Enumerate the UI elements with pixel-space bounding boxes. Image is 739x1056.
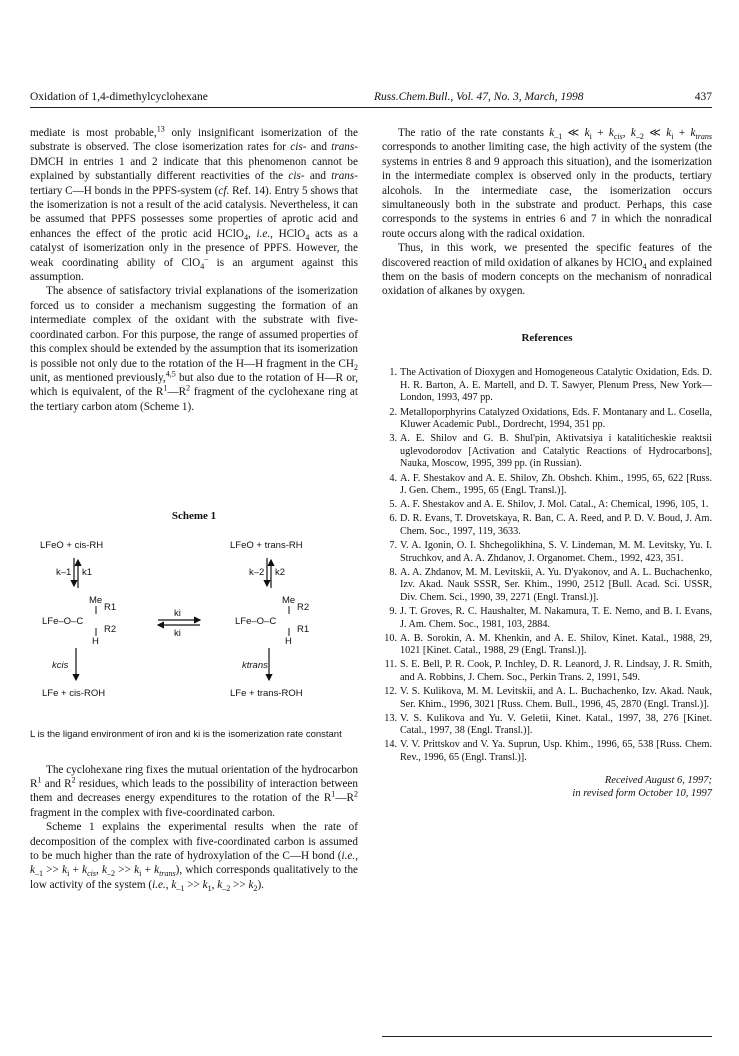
references-list bbox=[382, 367, 712, 764]
body-paragraph: mediate is most probable,$^{13}$ only insignificant isomerization of the substrate is observed. The close isomerization rates for cis- and trans-DMCH in entries 1 and 2 indicate that this phenomenon cannot be explained by substantially different reactivities of the cis- and trans-tertiary C—H bonds in the PPFS-system (cf. Ref. 14). Entry 5 shows that the isomerization is not a result of the acid catalysis. Nevertheless, it can be assumed that PPFS possesses some properties of aprotic acid and enhances the effect of the protic acid HClO$_4$, i.e., HClO$_4$ acts as a catalyst of isomerization only in the presence of PPFS. However, the weak coordinating ability of ClO$_4$– is an argument against this assumption. bbox=[30, 124, 359, 284]
reference-item: 14. V. V. Prittskov and V. Ya. Suprun, Usp. Khim., 1996, 65, 538 [Russ. Chem. Rev., 1996, 65 (Engl. Transl.)]. bbox=[384, 739, 712, 763]
reference-item: 5. A. F. Shestakov and A. E. Shilov, J. Mol. Catal., A: Chemical, 1996, 105, 1. bbox=[389, 499, 709, 511]
body-paragraph: The absence of satisfactory trivial explanations of the isomerization forced us to consider a mechanism suggesting the formation of an intermediate complex of the oxidant with the substrate with five-coordinated carbon. For this purpose, the range of assumed properties of this complex should be extended by the assumption that its isomerization is possible not only due to the rotation of the H—H fragment in the $CH_2$ unit, as mentioned previously,$^{4,5}$ but also due to the rotation of H—R or, which is equivalent, of the $R^1—R^2$ fragment of the cyclohexane ring at the tertiary carbon atom (Scheme 1). bbox=[30, 285, 359, 413]
body-paragraph: The cyclohexane ring fixes the mutual orientation of the hydrocarbon $R^1$ and $R^2$ residues, which leads to the possibility of interaction between them and decreases energy expenditures to the rotation of the $R^1—R^2$ fragment in the complex with five-coordinated carbon. bbox=[30, 763, 358, 819]
running-head-title: Oxidation of 1,4-dimethylcyclohexane bbox=[30, 91, 208, 103]
reaction-scheme bbox=[30, 538, 358, 713]
rate-k2: k2 bbox=[275, 566, 286, 578]
right-column bbox=[382, 126, 712, 800]
methyl-left: Me bbox=[89, 594, 103, 606]
header-rule bbox=[30, 107, 712, 108]
rate-ki-reverse: ki bbox=[174, 627, 181, 639]
rate-ktrans: ktrans bbox=[242, 659, 268, 671]
reference-item: 12. V. S. Kulikova, M. M. Levitskii, and A. L. Buchachenko, Izv. Akad. Nauk, Ser. Khim., 1996, 3021 [Russ. Chem. Bull., 1996, 45, 2870 (Engl. Transl.)]. bbox=[384, 686, 712, 710]
r1-right: R1 bbox=[297, 623, 310, 635]
received-dates bbox=[382, 774, 712, 800]
methyl-right: Me bbox=[282, 594, 296, 606]
rate-kcis: kcis bbox=[52, 659, 69, 671]
hydrogen-left: H bbox=[92, 635, 99, 647]
complex-right: LFe–O–C bbox=[235, 615, 277, 627]
scheme-bottom-left: LFe + cis-ROH bbox=[42, 687, 106, 699]
rate-ki-forward: ki bbox=[174, 607, 181, 619]
reference-item: 2. Metalloporphyrins Catalyzed Oxidations, Eds. F. Montanary and L. Cosella, Kluwer Academic Publ., Dordrecht, 1994, 351 pp. bbox=[389, 406, 712, 431]
reference-item: 13. V. S. Kulikova and Yu. V. Geletii, Kinet. Katal., 1997, 38, 276 [Kinet. Catal., 1997, 38 (Engl. Transl.)]. bbox=[384, 712, 712, 737]
reference-item: 1. The Activation of Dioxygen and Homogeneous Catalytic Oxidation, Eds. D. H. R. Barton, A. E. Martell, and D. T. Sawyer, Plenum Press, New York—London, 1993, 497 pp. bbox=[389, 367, 712, 404]
reference-item: 7. V. A. Igonin, O. I. Shchegolikhina, S. V. Lindeman, M. M. Levitsky, Yu. I. Struchkov, and A. A. Zhdanov, J. Organomet. Chem., 1992, 423, 351. bbox=[389, 540, 712, 564]
page-number: 437 bbox=[694, 91, 712, 103]
footer-rule bbox=[382, 1036, 712, 1037]
rate-k1: k1 bbox=[82, 566, 93, 578]
rate-k-minus2: k–2 bbox=[249, 566, 265, 578]
complex-left: LFe–O–C bbox=[42, 615, 84, 627]
scheme-top-left: LFeO + cis-RH bbox=[40, 539, 104, 551]
body-paragraph: The ratio of the rate constants $k_{-1}$ ≪ $k_i + k_{cis}$, $k_{-2}$ ≪ $k_i + k_{trans}$ corresponds to another limiting case, the high activity of the system (the systems in entries 8 and 9 approach this situation), and the isomerization in the intermediate complex is observed only in the products, tertiary alcohols. In the intermediate case, the isomerization occurs simultaneously both in the substrate and product. Perhaps, this case corresponds to the systems in entries 6 and 7 in which the nonradical route occurs along with the radical oxidation. bbox=[382, 127, 712, 240]
references-title: References bbox=[521, 331, 573, 344]
running-head bbox=[30, 88, 712, 106]
reference-item: 8. A. A. Zhdanov, M. M. Levitskii, A. Yu. D'yakonov, and A. L. Buchachenko, Izv. Akad. Nauk SSSR, Ser. Khim., 1990, 2512 [Bull. Acad. Sci. USSR, Div. Chem. Sci., 1990, 39, 2271 (Engl. Transl.)]. bbox=[389, 566, 712, 603]
reference-item: 6. D. R. Evans, T. Drovetskaya, R. Ban, C. A. Reed, and P. D. V. Boud, J. Am. Chem. Soc., 1997, 119, 3633. bbox=[389, 513, 712, 537]
r2-left: R2 bbox=[104, 623, 117, 635]
scheme-bottom-right: LFe + trans-ROH bbox=[230, 687, 303, 699]
left-column bbox=[30, 126, 358, 892]
r2-right: R2 bbox=[297, 601, 310, 613]
reference-item: 10. A. B. Sorokin, A. M. Khenkin, and A. E. Shilov, Kinet. Katal., 1988, 29, 1021 [Kinet. Catal., 1988, 29 (Engl. Transl.)]. bbox=[384, 632, 712, 657]
scheme-caption: L is the ligand environment of iron and ki is the isomerization rate constant bbox=[30, 728, 342, 740]
reference-item: 4. A. F. Shestakov and A. E. Shilov, Zh. Obshch. Khim., 1995, 65, 622 [Russ. J. Gen. Chem., 1995, 65 (Engl. Transl.)]. bbox=[389, 472, 712, 497]
rate-k-minus1: k–1 bbox=[56, 566, 72, 578]
reference-item: 3. A. E. Shilov and G. B. Shul'pin, Aktivatsiya i kataliticheskie reaktsii uglevodorodov [Activation and Catalytic Reactions of Hydrocarbons], Nauka, Moscow, 1995, 399 pp. (in Russian). bbox=[389, 433, 712, 470]
body-paragraph: Thus, in this work, we presented the specific features of the discovered reaction of mild oxidation of alkanes by HClO$_4$ and explained them on the basis of modern concepts on the mechanism of nonradical oxidation of alkanes by oxygen. bbox=[382, 242, 712, 298]
hydrogen-right: H bbox=[285, 635, 292, 647]
scheme-top-right: LFeO + trans-RH bbox=[230, 539, 303, 551]
scheme-title: Scheme 1 bbox=[171, 510, 217, 523]
r1-left: R1 bbox=[104, 601, 117, 613]
body-paragraph: Scheme 1 explains the experimental results when the rate of decomposition of the complex with five-coordinated carbon is assumed to be much higher than the rate of hydroxylation of the C—H bond (i.e., $k_{-1} >> k_i + k_{cis}$, $k_{-2} >> k_i + k_{trans}$), which corresponds qualitatively to the low activity of the system (i.e., $k_{-1} >> k_1$, $k_{-2} >> k_2$). bbox=[30, 821, 359, 894]
reference-item: 11. S. E. Bell, P. R. Cook, P. Inchley, D. R. Leanord, J. R. Lindsay, J. R. Smith, and A. Robbins, J. Chem. Soc., Perkin Trans. 2, 1991, 549. bbox=[384, 659, 712, 683]
received-date: Received August 6, 1997; bbox=[604, 774, 712, 786]
revised-date: in revised form October 10, 1997 bbox=[572, 787, 712, 799]
running-head-journal: Russ.Chem.Bull., Vol. 47, No. 3, March, 1998 bbox=[374, 91, 584, 103]
reference-item: 9. J. T. Groves, R. C. Haushalter, M. Nakamura, T. E. Nemo, and B. I. Evans, J. Am. Chem. Soc., 1981, 103, 2884. bbox=[389, 605, 712, 630]
